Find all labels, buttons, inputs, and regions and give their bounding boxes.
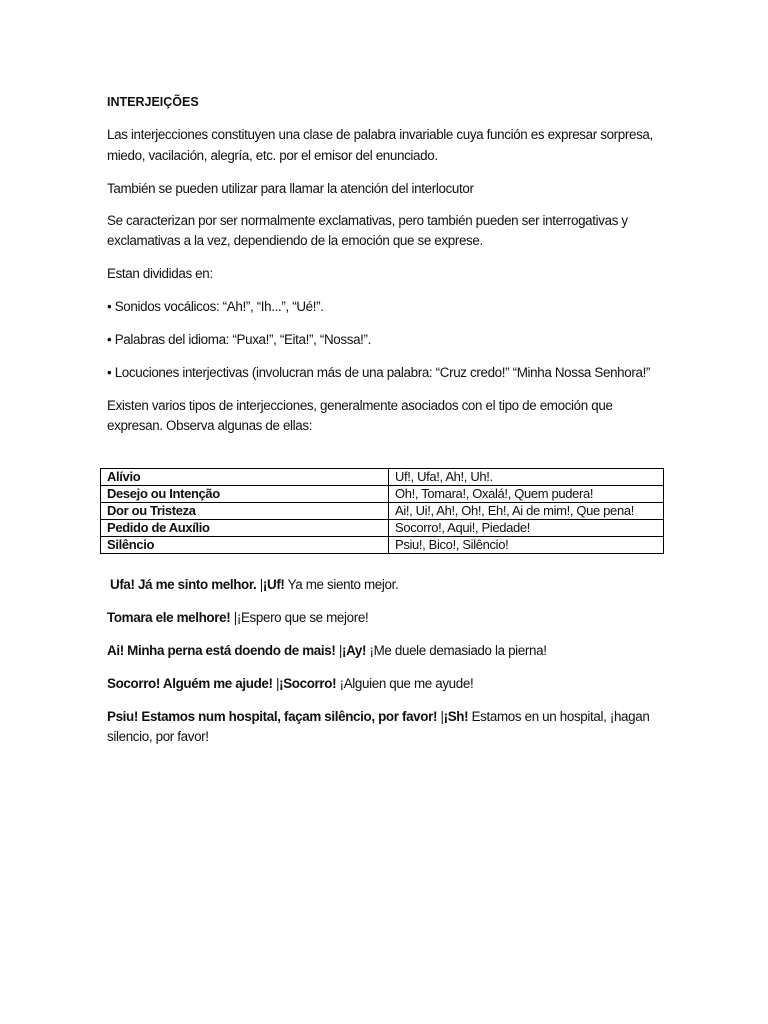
example-sentence-silence [107, 707, 649, 727]
example-spanish-interjection: ¡Socorro! [279, 676, 337, 691]
example-separator: | [256, 577, 263, 592]
intro-paragraph-3-line-1: Se caracterizan por ser normalmente exclamativas, pero también pueden ser interrogativas y [107, 213, 628, 228]
table-row [101, 486, 664, 503]
intro-paragraph-3-line-2: exclamativas a la vez, dependiendo de la emoción que se exprese. [107, 233, 483, 248]
example-sentence-relief [110, 575, 398, 595]
example-portuguese: Tomara ele melhore! [107, 610, 231, 625]
example-sentence-pain [107, 641, 547, 661]
example-separator: | [272, 676, 280, 691]
example-sentence-wish [107, 608, 368, 628]
examples-cell: Uf!, Ufa!, Ah!, Uh!. [389, 469, 664, 486]
example-sentence-silence-line-2: silencio, por favor! [107, 729, 209, 744]
examples-cell: Psiu!, Bico!, Silêncio! [389, 537, 664, 554]
example-separator: | [335, 643, 342, 658]
interjection-types-table [100, 468, 664, 554]
examples-cell: Socorro!, Aqui!, Piedade! [389, 520, 664, 537]
intro-paragraph-1-line-1: Las interjecciones constituyen una clase de palabra invariable cuya función es expresar sorpresa, [107, 127, 653, 142]
intro-paragraph-4: Estan divididas en: [107, 266, 213, 281]
emotion-cell: Desejo ou Intenção [101, 486, 389, 503]
example-separator: | [230, 610, 237, 625]
example-spanish: ¡Espero que se mejore! [236, 610, 369, 625]
emotion-cell: Dor ou Tristeza [101, 503, 389, 520]
example-separator: | [437, 709, 444, 724]
intro-paragraph-1-line-2: miedo, vacilación, alegría, etc. por el emisor del enunciado. [107, 148, 438, 163]
table-row [101, 469, 664, 486]
examples-cell: Ai!, Ui!, Ah!, Oh!, Eh!, Ai de mim!, Que pena! [389, 503, 664, 520]
example-portuguese: Ufa! Já me sinto melhor. [110, 577, 257, 592]
example-spanish: ¡Me duele demasiado la pierna! [366, 643, 547, 658]
types-intro-line-2: expresan. Observa algunas de ellas: [107, 418, 313, 433]
bullet-language-words: • Palabras del idioma: “Puxa!”, “Eita!”, “Nossa!”. [107, 332, 372, 347]
page-title: INTERJEIÇÕES [107, 95, 199, 109]
table-row [101, 537, 664, 554]
example-spanish: Estamos en un hospital, ¡hagan [468, 709, 650, 724]
example-spanish-interjection: ¡Ay! [341, 643, 367, 658]
table-row [101, 520, 664, 537]
bullet-interjective-phrases: • Locuciones interjectivas (involucran más de una palabra: “Cruz credo!” “Minha Nossa Senhora!” [107, 365, 651, 380]
bullet-vocalic-sounds: • Sonidos vocálicos: “Ah!”, “Ih...”, “Ué!”. [107, 299, 324, 314]
example-spanish-interjection: ¡Sh! [443, 709, 469, 724]
example-portuguese: Ai! Minha perna está doendo de mais! [107, 643, 336, 658]
table-row [101, 503, 664, 520]
examples-cell: Oh!, Tomara!, Oxalá!, Quem pudera! [389, 486, 664, 503]
emotion-cell: Silêncio [101, 537, 389, 554]
example-spanish-interjection: ¡Uf! [262, 577, 285, 592]
intro-paragraph-2: También se pueden utilizar para llamar la atención del interlocutor [107, 181, 474, 196]
emotion-cell: Pedido de Auxílio [101, 520, 389, 537]
example-portuguese: Socorro! Alguém me ajude! [107, 676, 273, 691]
emotion-cell: Alívio [101, 469, 389, 486]
example-spanish: Ya me siento mejor. [284, 577, 399, 592]
types-intro-line-1: Existen varios tipos de interjecciones, generalmente asociados con el tipo de emoción que [107, 398, 613, 413]
example-sentence-help [107, 674, 473, 694]
example-spanish: ¡Alguien que me ayude! [336, 676, 474, 691]
example-portuguese: Psiu! Estamos num hospital, façam silêncio, por favor! [107, 709, 438, 724]
